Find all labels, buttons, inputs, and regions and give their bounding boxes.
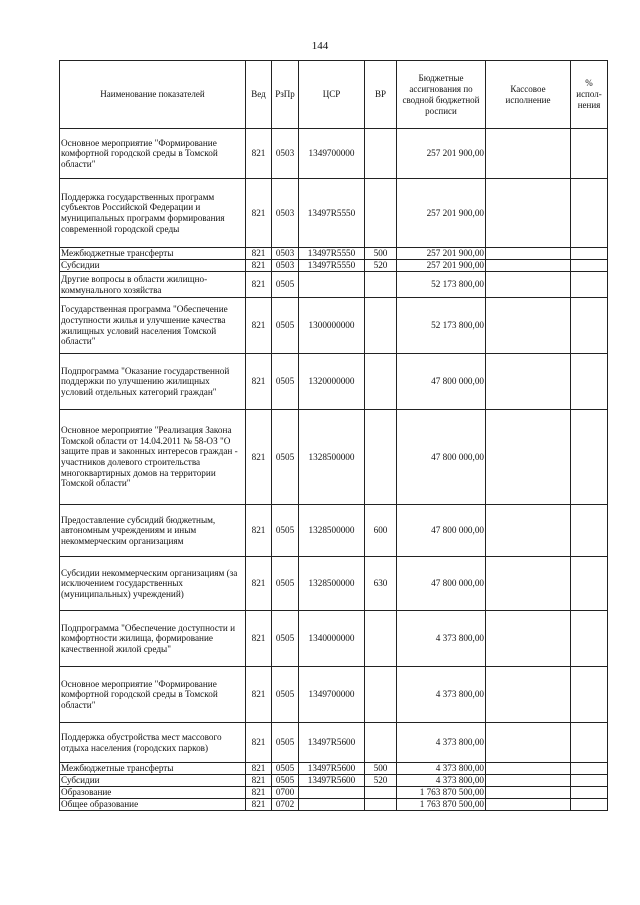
row-ved: 821 xyxy=(246,667,272,723)
row-vr xyxy=(365,410,397,505)
row-cash xyxy=(486,505,571,557)
row-amount: 257 201 900,00 xyxy=(397,260,486,272)
header-cash: Кассовое исполнение xyxy=(486,61,571,129)
row-amount: 257 201 900,00 xyxy=(397,179,486,248)
row-name: Поддержка обустройства мест массового отдыха населения (городских парков) xyxy=(60,723,246,763)
row-vr xyxy=(365,723,397,763)
row-ved: 821 xyxy=(246,557,272,611)
table-row xyxy=(60,787,608,799)
row-name: Основное мероприятие "Формирование комфортной городской среды в Томской области" xyxy=(60,667,246,723)
table-row xyxy=(60,272,608,298)
header-vr: ВР xyxy=(365,61,397,129)
row-rzpr: 0505 xyxy=(272,667,299,723)
row-name: Поддержка государственных программ субъектов Российской Федерации и муниципальных программ формирования современной городской среды xyxy=(60,179,246,248)
row-pct xyxy=(571,763,608,775)
row-name: Подпрограмма "Оказание государственной поддержки по улучшению жилищных условий отдельных категорий граждан" xyxy=(60,354,246,410)
row-csr: 1328500000 xyxy=(299,505,365,557)
row-amount: 47 800 000,00 xyxy=(397,557,486,611)
row-csr: 1349700000 xyxy=(299,129,365,179)
row-name: Межбюджетные трансферты xyxy=(60,763,246,775)
header-ved: Вед xyxy=(246,61,272,129)
row-pct xyxy=(571,723,608,763)
row-amount: 52 173 800,00 xyxy=(397,298,486,354)
header-budget: Бюджетные ассигнования по сводной бюджетной росписи xyxy=(397,61,486,129)
row-name: Основное мероприятие "Формирование комфортной городской среды в Томской области" xyxy=(60,129,246,179)
row-cash xyxy=(486,410,571,505)
row-pct xyxy=(571,260,608,272)
row-pct xyxy=(571,505,608,557)
row-cash xyxy=(486,354,571,410)
budget-table xyxy=(59,60,608,811)
table-body xyxy=(60,129,608,811)
row-csr: 1328500000 xyxy=(299,410,365,505)
row-name: Образование xyxy=(60,787,246,799)
row-cash xyxy=(486,248,571,260)
row-rzpr: 0505 xyxy=(272,272,299,298)
row-csr: 1300000000 xyxy=(299,298,365,354)
row-ved: 821 xyxy=(246,354,272,410)
row-pct xyxy=(571,248,608,260)
row-rzpr: 0503 xyxy=(272,248,299,260)
row-pct xyxy=(571,787,608,799)
row-csr: 1340000000 xyxy=(299,611,365,667)
row-rzpr: 0505 xyxy=(272,763,299,775)
table-row xyxy=(60,248,608,260)
row-amount: 1 763 870 500,00 xyxy=(397,799,486,811)
row-rzpr: 0505 xyxy=(272,410,299,505)
row-ved: 821 xyxy=(246,410,272,505)
row-vr xyxy=(365,354,397,410)
row-rzpr: 0503 xyxy=(272,129,299,179)
row-pct xyxy=(571,775,608,787)
header-pct: % испол- нения xyxy=(571,61,608,129)
table-row xyxy=(60,410,608,505)
row-cash xyxy=(486,787,571,799)
row-cash xyxy=(486,129,571,179)
row-rzpr: 0700 xyxy=(272,787,299,799)
row-amount: 257 201 900,00 xyxy=(397,129,486,179)
row-vr: 600 xyxy=(365,505,397,557)
table-row xyxy=(60,557,608,611)
row-rzpr: 0505 xyxy=(272,354,299,410)
row-name: Субсидии некоммерческим организациям (за исключением государственных (муниципальных) учреждений) xyxy=(60,557,246,611)
row-name: Субсидии xyxy=(60,775,246,787)
row-ved: 821 xyxy=(246,505,272,557)
row-cash xyxy=(486,799,571,811)
row-rzpr: 0503 xyxy=(272,179,299,248)
row-ved: 821 xyxy=(246,799,272,811)
row-name: Основное мероприятие "Реализация Закона Томской области от 14.04.2011 № 58-ОЗ "О защите прав и законных интересов граждан - участников долевого строительства многоквартирных домов на территории Томской области" xyxy=(60,410,246,505)
row-csr xyxy=(299,787,365,799)
row-vr xyxy=(365,272,397,298)
row-name: Подпрограмма "Обеспечение доступности и комфортности жилища, формирование качественной жилой среды" xyxy=(60,611,246,667)
row-amount: 52 173 800,00 xyxy=(397,272,486,298)
row-vr xyxy=(365,799,397,811)
row-name: Другие вопросы в области жилищно-коммунального хозяйства xyxy=(60,272,246,298)
row-vr: 630 xyxy=(365,557,397,611)
row-amount: 257 201 900,00 xyxy=(397,248,486,260)
row-amount: 4 373 800,00 xyxy=(397,763,486,775)
table-row xyxy=(60,129,608,179)
row-ved: 821 xyxy=(246,129,272,179)
row-pct xyxy=(571,410,608,505)
table-row xyxy=(60,763,608,775)
row-pct xyxy=(571,667,608,723)
row-vr: 500 xyxy=(365,763,397,775)
row-csr: 13497R5600 xyxy=(299,763,365,775)
row-vr: 520 xyxy=(365,775,397,787)
table-row xyxy=(60,179,608,248)
table-row xyxy=(60,354,608,410)
row-name: Субсидии xyxy=(60,260,246,272)
row-ved: 821 xyxy=(246,723,272,763)
row-name: Предоставление субсидий бюджетным, автономным учреждениям и иным некоммерческим организациям xyxy=(60,505,246,557)
row-cash xyxy=(486,723,571,763)
table-row xyxy=(60,775,608,787)
row-csr: 1328500000 xyxy=(299,557,365,611)
row-cash xyxy=(486,260,571,272)
table-row xyxy=(60,611,608,667)
row-csr xyxy=(299,799,365,811)
row-vr xyxy=(365,179,397,248)
row-pct xyxy=(571,179,608,248)
row-name: Государственная программа "Обеспечение доступности жилья и улучшение качества жилищных условий населения Томской области" xyxy=(60,298,246,354)
row-vr xyxy=(365,611,397,667)
row-amount: 47 800 000,00 xyxy=(397,505,486,557)
row-rzpr: 0702 xyxy=(272,799,299,811)
row-amount: 1 763 870 500,00 xyxy=(397,787,486,799)
row-csr: 13497R5550 xyxy=(299,179,365,248)
row-ved: 821 xyxy=(246,272,272,298)
row-ved: 821 xyxy=(246,787,272,799)
row-ved: 821 xyxy=(246,179,272,248)
row-cash xyxy=(486,775,571,787)
row-pct xyxy=(571,611,608,667)
row-pct xyxy=(571,557,608,611)
row-amount: 47 800 000,00 xyxy=(397,410,486,505)
row-ved: 821 xyxy=(246,260,272,272)
row-pct xyxy=(571,354,608,410)
page-number: 144 xyxy=(311,40,329,52)
row-ved: 821 xyxy=(246,775,272,787)
row-amount: 4 373 800,00 xyxy=(397,611,486,667)
row-vr xyxy=(365,129,397,179)
row-amount: 4 373 800,00 xyxy=(397,723,486,763)
row-rzpr: 0503 xyxy=(272,260,299,272)
row-rzpr: 0505 xyxy=(272,775,299,787)
row-csr: 13497R5550 xyxy=(299,248,365,260)
row-rzpr: 0505 xyxy=(272,557,299,611)
table-header xyxy=(60,61,608,129)
table-row xyxy=(60,260,608,272)
table-row xyxy=(60,799,608,811)
row-vr: 500 xyxy=(365,248,397,260)
header-csr: ЦСР xyxy=(299,61,365,129)
row-pct xyxy=(571,129,608,179)
row-csr: 1320000000 xyxy=(299,354,365,410)
header-rzpr: РзПр xyxy=(272,61,299,129)
table-row xyxy=(60,667,608,723)
row-pct xyxy=(571,272,608,298)
row-csr: 13497R5600 xyxy=(299,723,365,763)
row-csr: 13497R5600 xyxy=(299,775,365,787)
row-amount: 4 373 800,00 xyxy=(397,775,486,787)
row-vr xyxy=(365,787,397,799)
row-rzpr: 0505 xyxy=(272,505,299,557)
row-cash xyxy=(486,557,571,611)
table-row xyxy=(60,298,608,354)
row-cash xyxy=(486,179,571,248)
header-row xyxy=(60,61,608,129)
row-csr xyxy=(299,272,365,298)
row-csr: 1349700000 xyxy=(299,667,365,723)
row-pct xyxy=(571,298,608,354)
row-vr xyxy=(365,667,397,723)
row-ved: 821 xyxy=(246,298,272,354)
row-ved: 821 xyxy=(246,763,272,775)
header-name: Наименование показателей xyxy=(60,61,246,129)
table-row xyxy=(60,723,608,763)
row-cash xyxy=(486,611,571,667)
row-cash xyxy=(486,298,571,354)
row-cash xyxy=(486,763,571,775)
row-rzpr: 0505 xyxy=(272,723,299,763)
row-rzpr: 0505 xyxy=(272,611,299,667)
row-vr: 520 xyxy=(365,260,397,272)
row-ved: 821 xyxy=(246,248,272,260)
row-amount: 47 800 000,00 xyxy=(397,354,486,410)
row-cash xyxy=(486,272,571,298)
row-ved: 821 xyxy=(246,611,272,667)
row-pct xyxy=(571,799,608,811)
row-cash xyxy=(486,667,571,723)
row-name: Межбюджетные трансферты xyxy=(60,248,246,260)
row-csr: 13497R5550 xyxy=(299,260,365,272)
table-row xyxy=(60,505,608,557)
row-name: Общее образование xyxy=(60,799,246,811)
row-vr xyxy=(365,298,397,354)
row-rzpr: 0505 xyxy=(272,298,299,354)
row-amount: 4 373 800,00 xyxy=(397,667,486,723)
